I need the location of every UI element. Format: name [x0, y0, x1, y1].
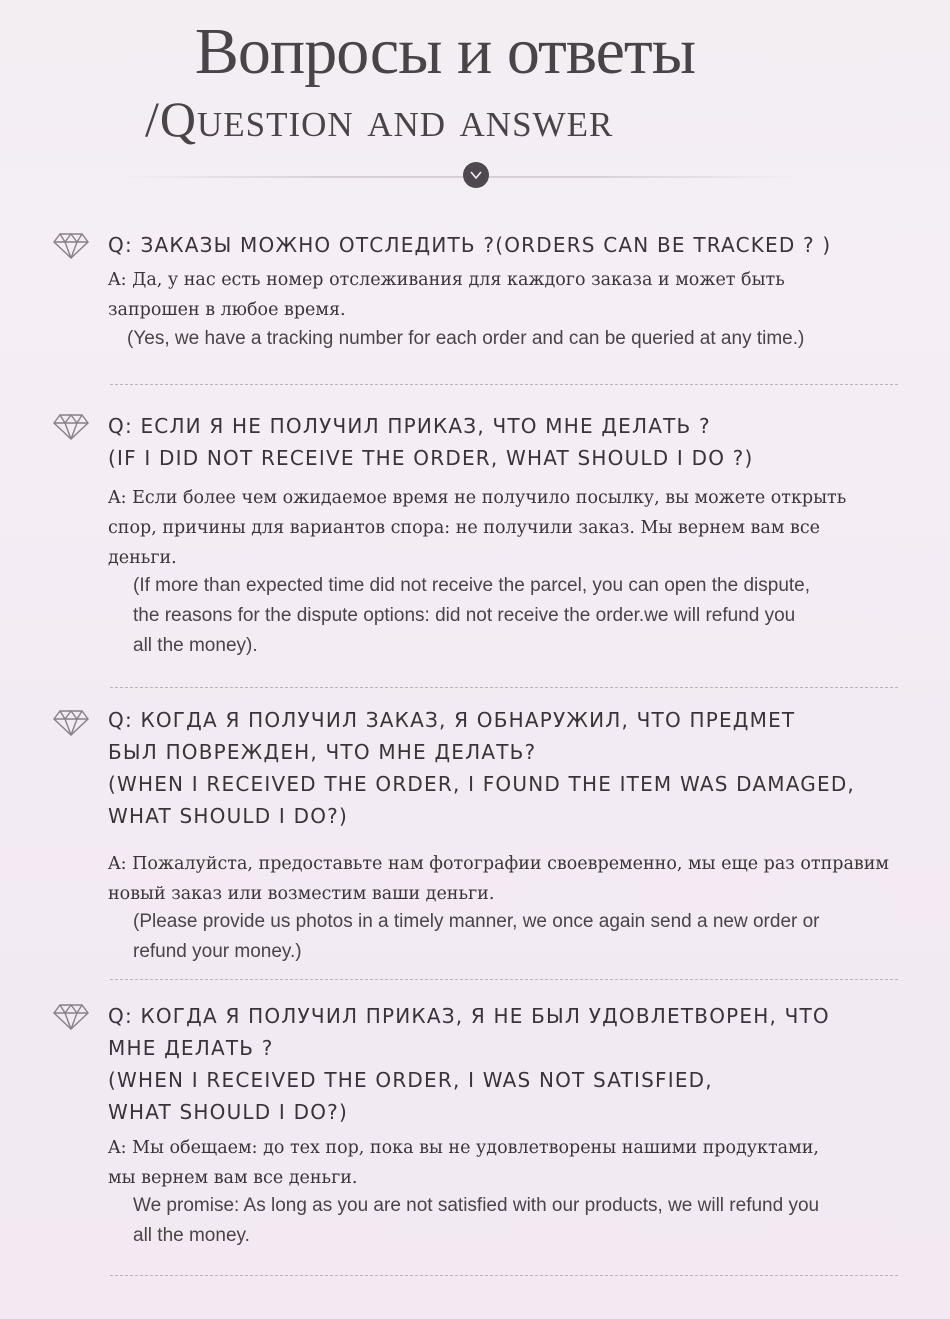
question-2: Q: ЕСЛИ Я НЕ ПОЛУЧИЛ ПРИКАЗ, ЧТО МНЕ ДЕЛАТЬ ? (IF I DID NOT RECEIVE THE ORDER, WHAT SHOULD I DO ?) [108, 414, 754, 470]
scroll-down-button[interactable] [463, 162, 489, 188]
diamond-icon [52, 232, 90, 260]
separator [110, 384, 898, 385]
answer-1-en: (Yes, we have a tracking number for each order and can be queried at any time.) [127, 328, 805, 349]
question-1: Q: ЗАКАЗЫ МОЖНО ОТСЛЕДИТЬ ?(ORDERS CAN BE TRACKED ? ) [108, 233, 832, 257]
question-3: Q: КОГДА Я ПОЛУЧИЛ ЗАКАЗ, Я ОБНАРУЖИЛ, ЧТО ПРЕДМЕТ БЫЛ ПОВРЕЖДЕН, ЧТО МНЕ ДЕЛАТЬ? (WHEN I RECEIVED THE ORDER, I FOUND THE ITEM WAS DAMAGED, WHAT SHOULD I DO?) [108, 708, 855, 828]
page-title-en: /Question and answer [145, 91, 614, 147]
answer-2-ru: A: Если более чем ожидаемое время не получило посылку, вы можете открыть спор, причины для вариантов спора: не получили заказ. Мы вернем вам все деньги. [108, 488, 847, 568]
page-title-ru: Вопросы и ответы [194, 15, 696, 88]
diamond-icon [52, 709, 90, 737]
question-4: Q: КОГДА Я ПОЛУЧИЛ ПРИКАЗ, Я НЕ БЫЛ УДОВЛЕТВОРЕН, ЧТО МНЕ ДЕЛАТЬ ? (WHEN I RECEIVED THE ORDER, I WAS NOT SATISFIED, WHAT SHOULD I DO?) [108, 1004, 830, 1124]
chevron-down-icon [469, 170, 483, 180]
answer-4-en: We promise: As long as you are not satisfied with our products, we will refund you all the money. [133, 1195, 820, 1246]
diamond-icon [52, 413, 90, 441]
answer-4-ru: A: Мы обещаем: до тех пор, пока вы не удовлетворены нашими продуктами, мы вернем вам все деньги. [108, 1138, 819, 1188]
diamond-icon [52, 1003, 90, 1031]
answer-3-ru: A: Пожалуйста, предоставьте нам фотографии своевременно, мы еще раз отправим новый заказ или возместим ваши деньги. [108, 854, 890, 904]
answer-1-ru: A: Да, у нас есть номер отслеживания для каждого заказа и может быть запрошен в любое время. [108, 270, 785, 320]
separator [110, 979, 898, 980]
page-header [0, 0, 950, 200]
answer-3-en: (Please provide us photos in a timely manner, we once again send a new order or refund your money.) [133, 911, 820, 962]
answer-2-en: (If more than expected time did not receive the parcel, you can open the dispute, the reasons for the dispute options: did not receive the order.we will refund you all the money). [133, 575, 811, 656]
header-divider [120, 176, 800, 178]
separator [110, 1275, 898, 1276]
separator [110, 687, 898, 688]
